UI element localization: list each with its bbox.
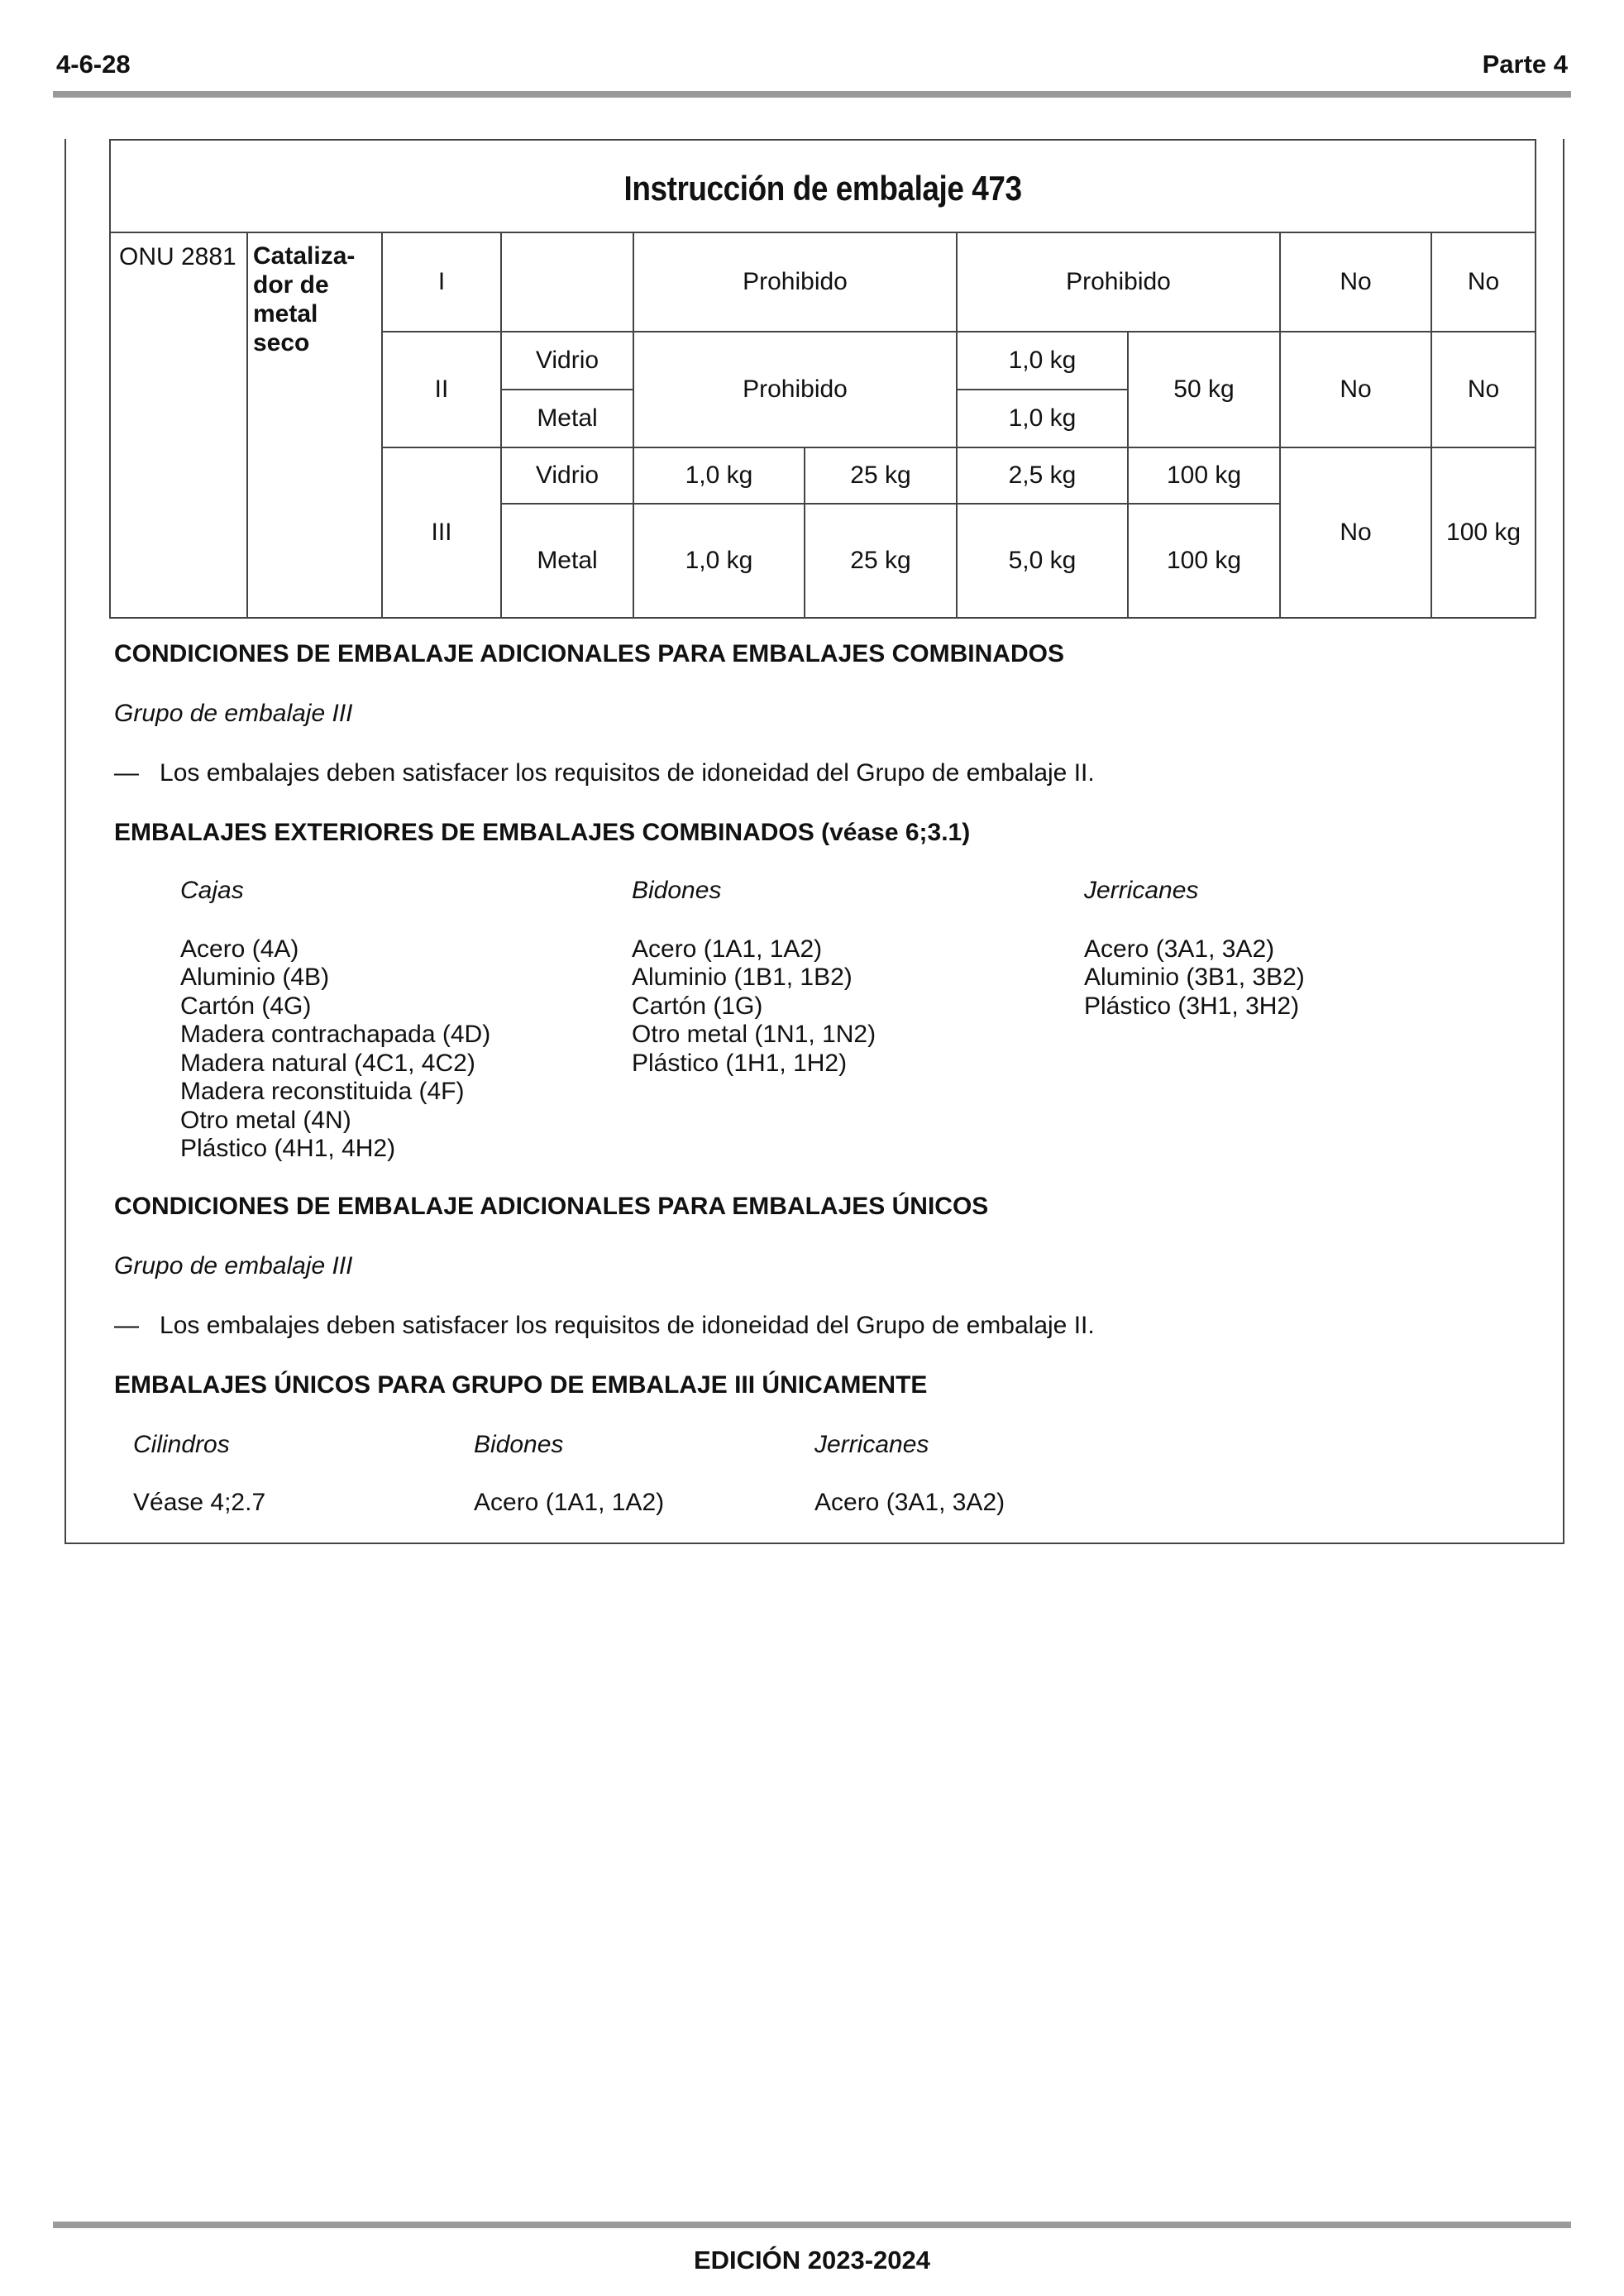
group-III-material-glass: Vidrio bbox=[501, 447, 633, 504]
list-item: Acero (1A1, 1A2) bbox=[632, 935, 823, 963]
group-I-label: I bbox=[382, 232, 501, 332]
jerricans-column bbox=[1084, 877, 1305, 1021]
list-item: Aluminio (4B) bbox=[180, 964, 330, 991]
list-item: Otro metal (4N) bbox=[180, 1106, 351, 1134]
group-II-col-a: No bbox=[1280, 332, 1431, 447]
group-III-metal-c1: 1,0 kg bbox=[633, 504, 805, 618]
single-drums-value: Acero (1A1, 1A2) bbox=[474, 1489, 665, 1516]
list-item: Madera natural (4C1, 4C2) bbox=[180, 1049, 475, 1077]
group-I-col-a: No bbox=[1280, 232, 1431, 332]
list-item: Acero (3A1, 3A2) bbox=[1084, 935, 1275, 963]
group-I-outer-limit: Prohibido bbox=[957, 232, 1280, 332]
combined-group-label: Grupo de embalaje III bbox=[114, 700, 353, 727]
group-III-glass-c2: 25 kg bbox=[805, 447, 957, 504]
list-item: Plástico (4H1, 4H2) bbox=[180, 1135, 396, 1162]
group-II-inner-limit: Prohibido bbox=[633, 332, 957, 447]
group-II-qty-glass: 1,0 kg bbox=[958, 332, 1127, 390]
group-II-label: II bbox=[382, 332, 501, 447]
group-II-materials bbox=[501, 332, 633, 447]
part-label: Parte 4 bbox=[1482, 50, 1568, 79]
group-II-quantities bbox=[957, 332, 1128, 447]
single-jerricans-heading: Jerricanes bbox=[814, 1431, 929, 1458]
packing-instruction-table bbox=[109, 139, 1536, 619]
single-jerricans-value: Acero (3A1, 3A2) bbox=[814, 1489, 1005, 1516]
table-title: Instrucción de embalaje 473 bbox=[195, 140, 1450, 232]
group-III-col-a: No bbox=[1280, 447, 1431, 618]
list-item: Cartón (4G) bbox=[180, 992, 312, 1020]
list-item: Plástico (1H1, 1H2) bbox=[632, 1049, 848, 1077]
single-packagings-heading: EMBALAJES ÚNICOS PARA GRUPO DE EMBALAJE III ÚNICAMENTE bbox=[114, 1371, 928, 1399]
list-item: Plástico (3H1, 3H2) bbox=[1084, 992, 1300, 1020]
page-number: 4-6-28 bbox=[56, 50, 131, 79]
single-drums-heading: Bidones bbox=[474, 1431, 564, 1458]
drums-column bbox=[632, 877, 876, 1078]
group-III-glass-c3: 2,5 kg bbox=[957, 447, 1128, 504]
cylinders-value: Véase 4;2.7 bbox=[133, 1489, 266, 1516]
footer-rule bbox=[53, 2222, 1571, 2228]
combined-outer-heading: EMBALAJES EXTERIORES DE EMBALAJES COMBINADOS (véase 6;3.1) bbox=[114, 819, 971, 846]
group-I-inner-limit: Prohibido bbox=[633, 232, 957, 332]
group-II-material-glass: Vidrio bbox=[502, 332, 633, 390]
combined-conditions-heading: CONDICIONES DE EMBALAJE ADICIONALES PARA EMBALAJES COMBINADOS bbox=[114, 640, 1064, 667]
group-III-material-metal: Metal bbox=[501, 504, 633, 618]
group-II-material-metal: Metal bbox=[537, 404, 598, 432]
combined-requirement: — Los embalajes deben satisfacer los requisitos de idoneidad del Grupo de embalaje II. bbox=[114, 759, 1095, 787]
group-III-metal-c3: 5,0 kg bbox=[957, 504, 1128, 618]
list-item: Acero (4A) bbox=[180, 935, 299, 963]
list-item: Aluminio (3B1, 3B2) bbox=[1084, 964, 1305, 991]
list-item: Cartón (1G) bbox=[632, 992, 763, 1020]
jerricans-heading: Jerricanes bbox=[1084, 877, 1199, 904]
group-III-glass-c4: 100 kg bbox=[1128, 447, 1280, 504]
frame-bottom-border bbox=[64, 1543, 1564, 1544]
group-III-label: III bbox=[382, 447, 501, 618]
substance-name: Cataliza- dor de metal seco bbox=[247, 232, 382, 618]
group-I-col-b: No bbox=[1431, 232, 1536, 332]
group-II-col-b: No bbox=[1431, 332, 1536, 447]
frame-left-border bbox=[64, 139, 66, 1544]
boxes-column bbox=[180, 877, 490, 1164]
group-III-glass-c1: 1,0 kg bbox=[633, 447, 805, 504]
header-rule bbox=[53, 91, 1571, 98]
single-group-label: Grupo de embalaje III bbox=[114, 1252, 353, 1280]
boxes-heading: Cajas bbox=[180, 877, 244, 904]
group-II-qty-metal: 1,0 kg bbox=[1008, 404, 1077, 432]
edition-footer: EDICIÓN 2023-2024 bbox=[693, 2246, 931, 2274]
list-item: Madera contrachapada (4D) bbox=[180, 1021, 491, 1048]
cylinders-heading: Cilindros bbox=[133, 1431, 230, 1458]
list-item: Aluminio (1B1, 1B2) bbox=[632, 964, 853, 991]
list-item: Otro metal (1N1, 1N2) bbox=[632, 1021, 876, 1048]
un-number: ONU 2881 bbox=[110, 232, 247, 618]
frame-right-border bbox=[1563, 139, 1564, 1544]
group-III-metal-c2: 25 kg bbox=[805, 504, 957, 618]
group-III-metal-c4: 100 kg bbox=[1128, 504, 1280, 618]
drums-heading: Bidones bbox=[632, 877, 722, 904]
group-II-total: 50 kg bbox=[1128, 332, 1280, 447]
single-conditions-heading: CONDICIONES DE EMBALAJE ADICIONALES PARA EMBALAJES ÚNICOS bbox=[114, 1193, 989, 1220]
single-requirement: — Los embalajes deben satisfacer los requisitos de idoneidad del Grupo de embalaje II. bbox=[114, 1312, 1095, 1339]
group-III-col-b: 100 kg bbox=[1431, 447, 1536, 618]
group-I-material bbox=[501, 232, 633, 332]
list-item: Madera reconstituida (4F) bbox=[180, 1078, 465, 1105]
